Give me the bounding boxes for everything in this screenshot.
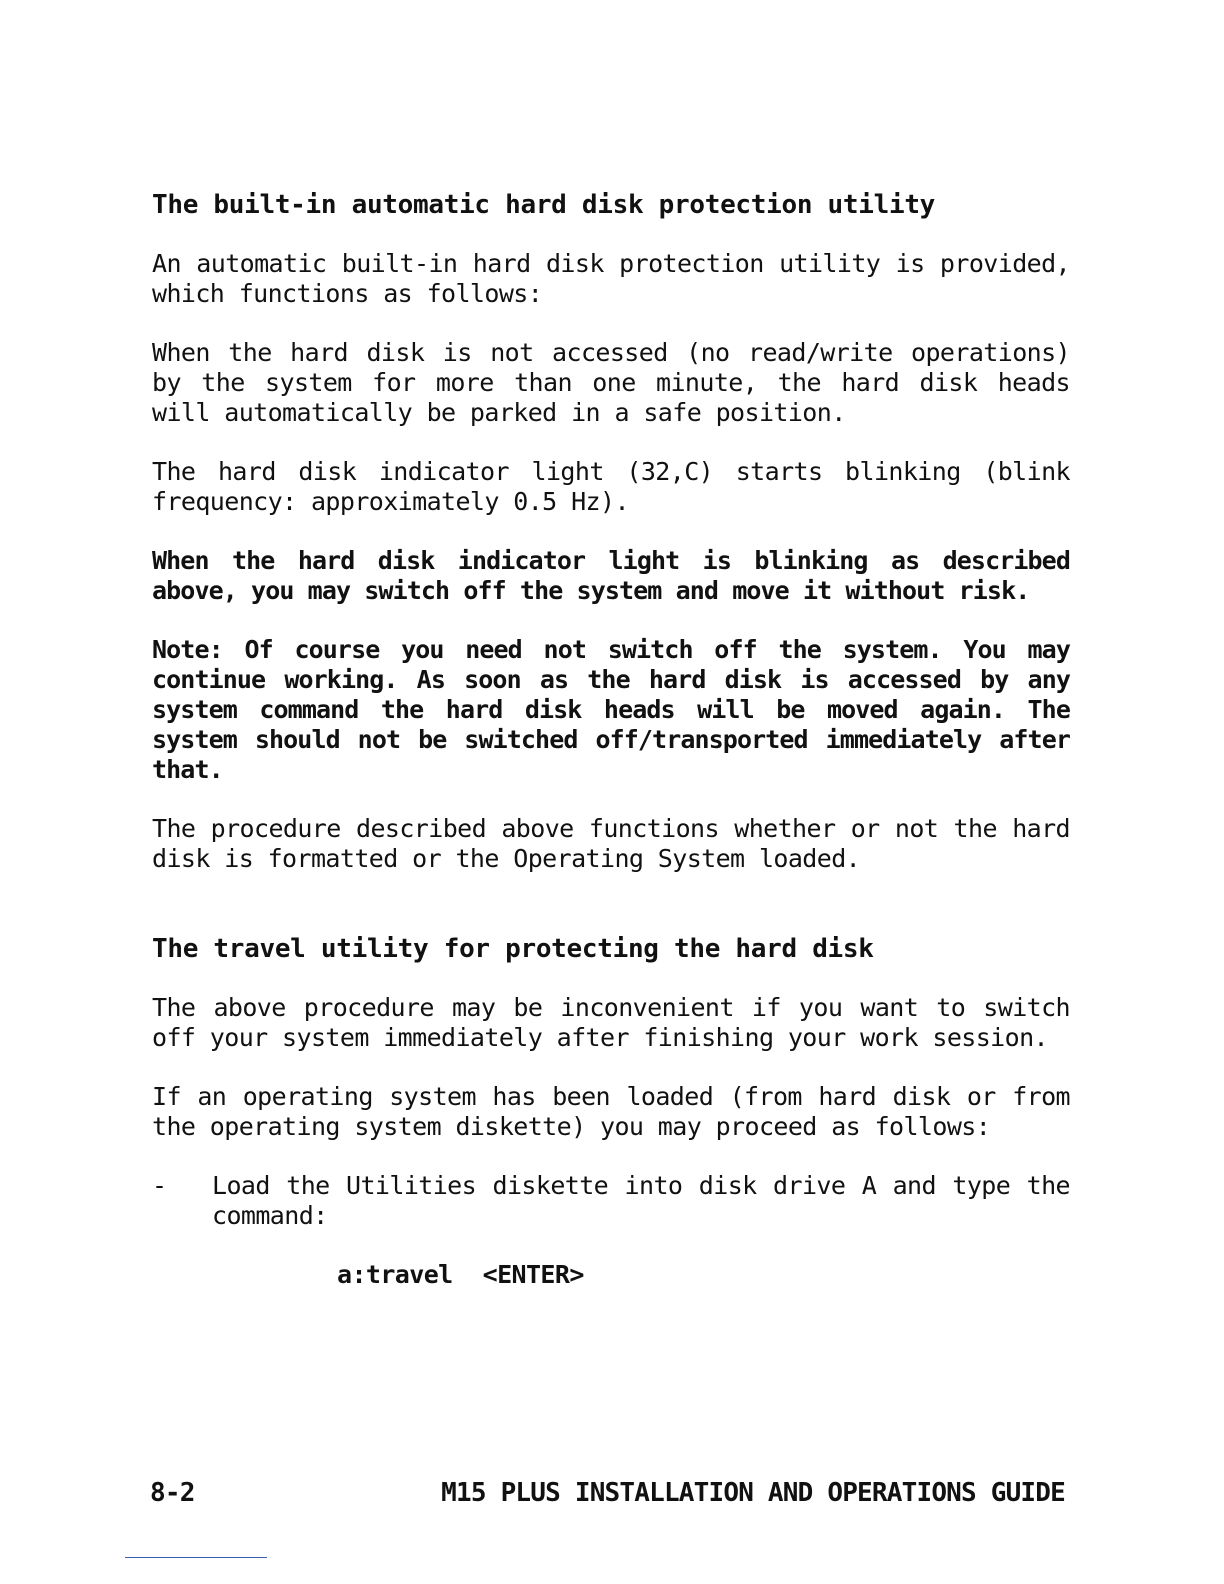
- bullet-dash: -: [152, 1171, 167, 1200]
- paragraph-parking: When the hard disk is not accessed (no read/write operations) by the system for more than one minute, the hard disk heads will automatically be parked in a safe position.: [152, 338, 1070, 427]
- page-number: 8-2: [150, 1478, 195, 1508]
- paragraph-switch-off-safe: When the hard disk indicator light is blinking as described above, you may switch off the system and move it without risk.: [152, 546, 1070, 605]
- scan-edge-line: [125, 1557, 267, 1558]
- guide-title: M15 PLUS INSTALLATION AND OPERATIONS GUIDE: [441, 1478, 1065, 1508]
- bullet-text: Load the Utilities diskette into disk drive A and type the command:: [212, 1171, 1070, 1230]
- enter-key-label: <ENTER>: [482, 1260, 584, 1289]
- paragraph-intro: An automatic built-in hard disk protection utility is provided, which functions as follows:: [152, 249, 1070, 308]
- section-heading-travel-utility: The travel utility for protecting the hard disk: [152, 934, 874, 964]
- paragraph-inconvenient: The above procedure may be inconvenient if you want to switch off your system immediately after finishing your work session.: [152, 993, 1070, 1052]
- command-line: [337, 1260, 1070, 1290]
- paragraph-indicator-light: The hard disk indicator light (32,C) starts blinking (blink frequency: approximately 0.5 Hz).: [152, 457, 1070, 516]
- paragraph-procedure-scope: The procedure described above functions whether or not the hard disk is formatted or the Operating System loaded.: [152, 814, 1070, 873]
- paragraph-os-loaded: If an operating system has been loaded (from hard disk or from the operating system diskette) you may proceed as follows:: [152, 1082, 1070, 1141]
- document-body: [152, 190, 1070, 1290]
- note-paragraph: Note: Of course you need not switch off the system. You may continue working. As soon as the hard disk is accessed by any system command the hard disk heads will be moved again. The system should not be switched off/transported immediately after that.: [152, 635, 1070, 784]
- section-heading-protection-utility: The built-in automatic hard disk protection utility: [152, 190, 936, 220]
- command-text: a:travel: [337, 1260, 453, 1289]
- list-item-load-utilities: [152, 1171, 1070, 1231]
